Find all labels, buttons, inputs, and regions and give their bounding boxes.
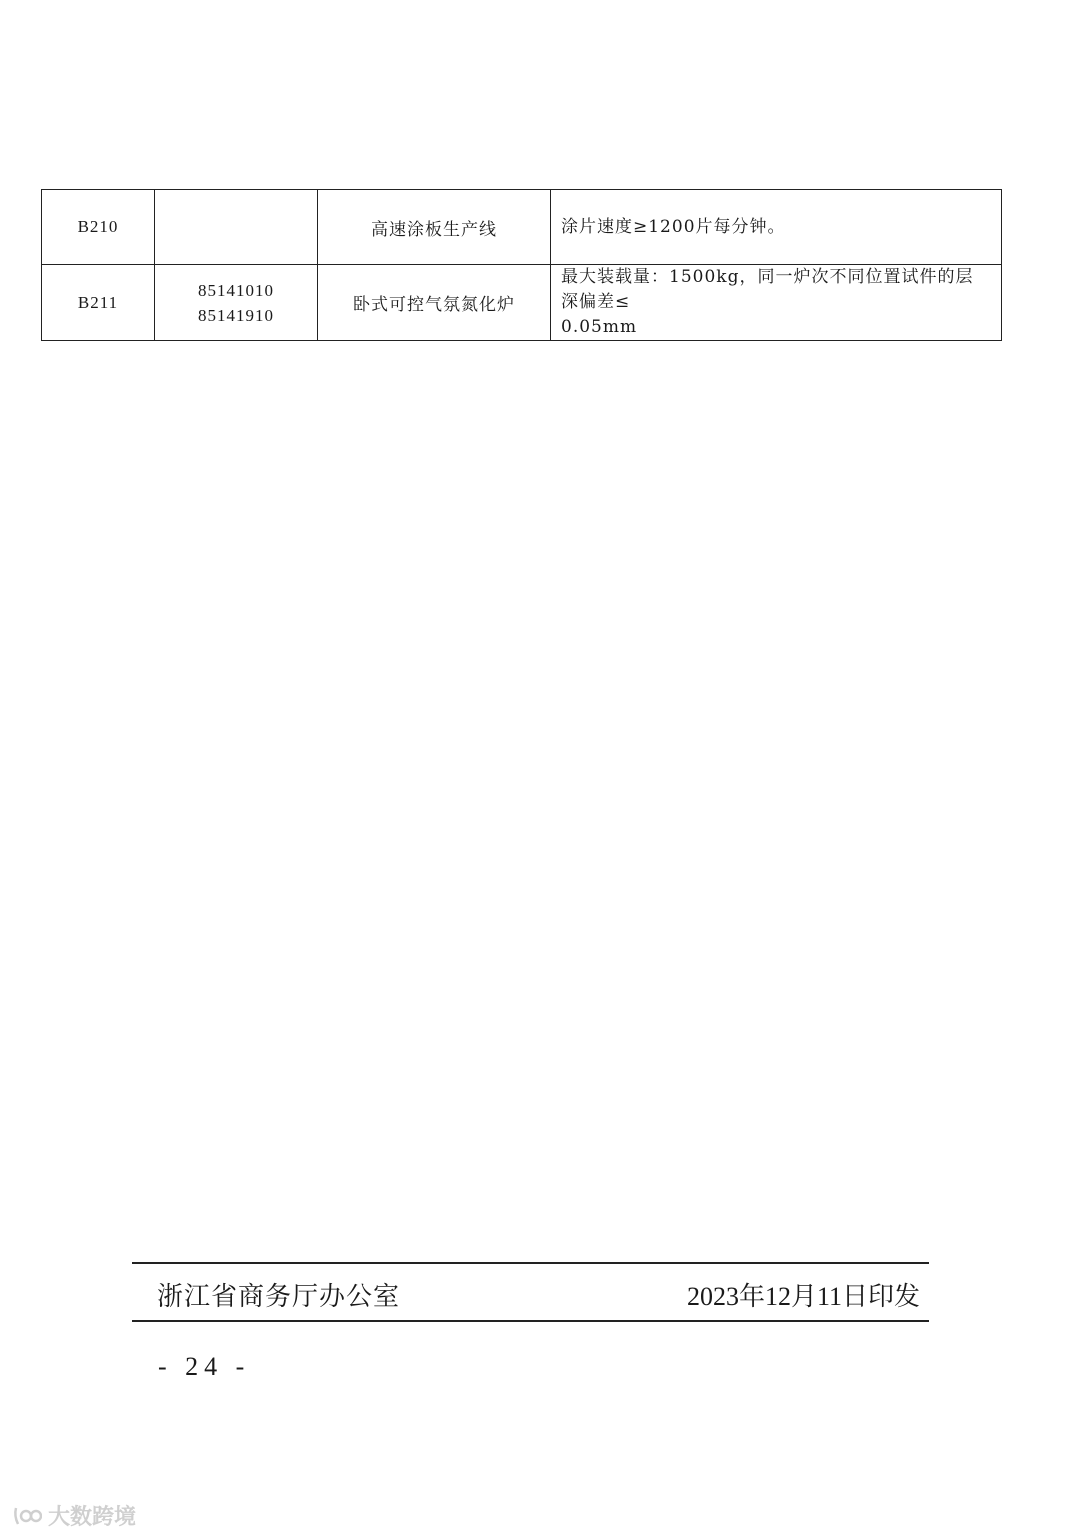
watermark-logo-icon	[12, 1504, 42, 1528]
item-name: 卧式可控气氛氮化炉	[318, 265, 551, 341]
item-code: B211	[42, 265, 155, 341]
issue-date: 2023年12月11日印发	[686, 1282, 920, 1311]
table-row	[42, 265, 1002, 341]
spec-line: 涂片速度≥1200片每分钟。	[561, 216, 786, 237]
issuer: 浙江省商务厅办公室	[157, 1282, 401, 1312]
hs-code: 85141010	[198, 280, 274, 300]
hs-code-cell	[155, 190, 318, 265]
spec-line: 最大装载量：1500kg，同一炉次不同位置试件的层深偏差≤	[561, 267, 974, 312]
watermark-text: 大数跨境	[48, 1505, 137, 1530]
item-spec	[551, 190, 1002, 265]
spec-line: 0.05mm	[561, 317, 638, 337]
item-code: B210	[42, 190, 155, 265]
footer-divider-bottom	[132, 1320, 929, 1322]
item-spec	[551, 265, 1002, 341]
footer-divider-top	[132, 1262, 929, 1264]
catalog-table	[41, 189, 1002, 341]
hs-code-cell	[155, 265, 318, 341]
table-row	[42, 190, 1002, 265]
watermark	[12, 1500, 136, 1531]
page-number: - 24 -	[158, 1352, 251, 1381]
item-name: 高速涂板生产线	[318, 190, 551, 265]
hs-code: 85141910	[198, 305, 274, 325]
